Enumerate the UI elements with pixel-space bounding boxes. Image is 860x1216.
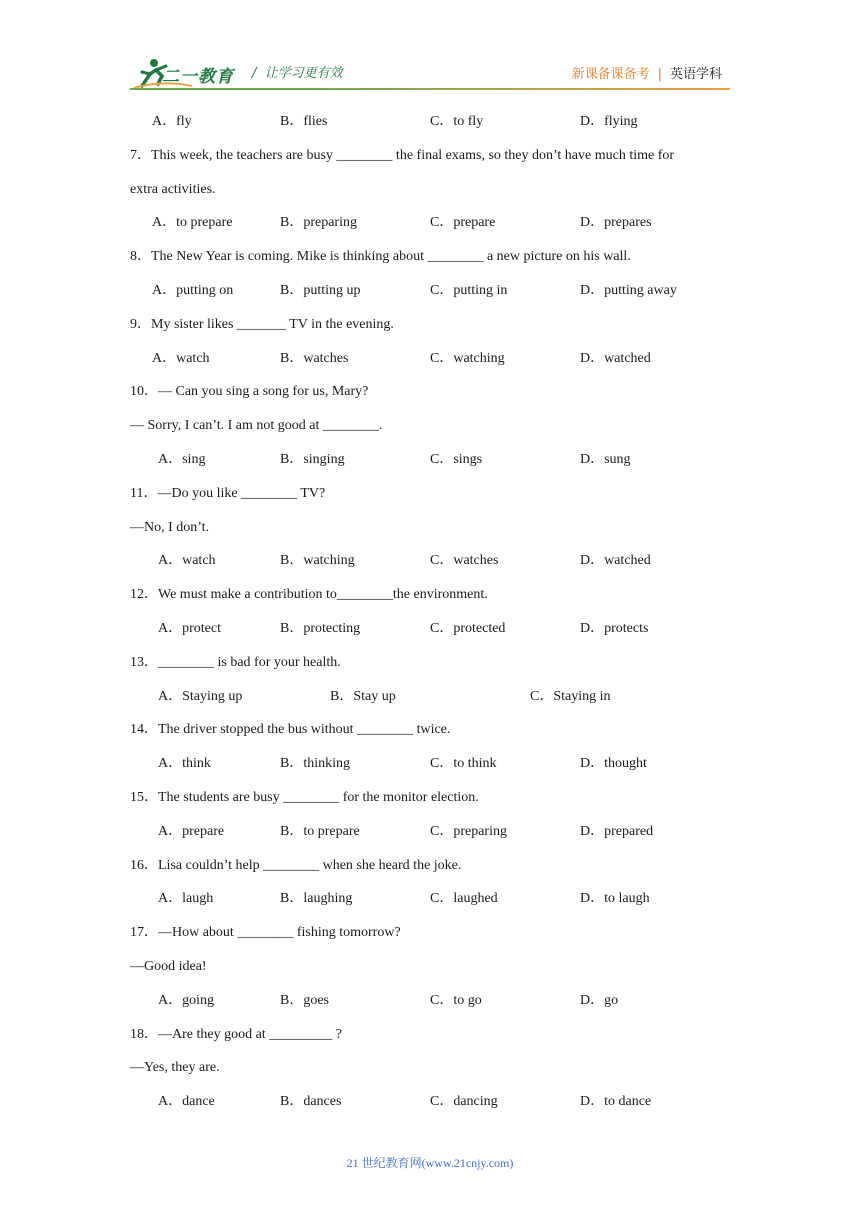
option-a: A．watch	[158, 553, 216, 569]
answer-options	[130, 987, 730, 1021]
option-c: C．to go	[430, 992, 482, 1008]
question-text: 15．The students are busy ________ for the monitor election.	[130, 789, 479, 805]
option-b: B．goes	[280, 992, 329, 1008]
slogan: / 让学习更有效	[252, 66, 343, 81]
option-b: B．singing	[280, 451, 345, 467]
option-a: A．Staying up	[158, 688, 243, 704]
page-header	[0, 0, 860, 100]
footer-credit: 21 世纪教育网(www.21cnjy.com)	[346, 1156, 514, 1170]
option-c: C．preparing	[430, 823, 507, 839]
option-d: D．putting away	[580, 282, 677, 298]
option-d: D．to dance	[580, 1094, 652, 1110]
question-text: extra activities.	[130, 181, 216, 197]
option-c: C．dancing	[430, 1094, 498, 1110]
question-text: 13．________ is bad for your health.	[130, 654, 341, 670]
option-d: D．go	[580, 992, 619, 1008]
question-text: 8．The New Year is coming. Mike is thinking about ________ a new picture on his wall.	[130, 249, 631, 265]
answer-options	[130, 345, 730, 379]
question-text: 12．We must make a contribution to________the environment.	[130, 587, 488, 603]
answer-options	[130, 108, 730, 142]
option-d: D．sung	[580, 451, 631, 467]
option-d: D．watched	[580, 553, 651, 569]
option-a: A．fly	[152, 114, 192, 129]
option-d: D．flying	[580, 114, 638, 129]
option-d: D．prepares	[580, 215, 652, 231]
question-text: —Yes, they are.	[130, 1060, 220, 1076]
option-a: A．think	[158, 756, 211, 772]
question-text: 17．—How about ________ fishing tomorrow?	[130, 925, 401, 941]
course-title: 新课备课备考	[571, 67, 650, 82]
option-d: D．protects	[580, 620, 649, 636]
question-text: —Good idea!	[130, 958, 207, 974]
option-d: D．to laugh	[580, 891, 650, 907]
option-b: B．thinking	[280, 756, 351, 772]
option-c: C．to think	[430, 756, 497, 772]
option-c: C．to fly	[430, 114, 484, 129]
option-b: B．putting up	[280, 282, 361, 298]
option-d: D．watched	[580, 350, 651, 366]
option-b: B．laughing	[280, 891, 353, 907]
option-b: B．Stay up	[330, 688, 396, 704]
option-c: C．prepare	[430, 215, 496, 231]
option-c: C．sings	[430, 451, 483, 467]
question-text: —No, I don’t.	[130, 519, 210, 535]
answer-options	[130, 818, 730, 852]
answer-options	[130, 885, 730, 919]
option-b: B．preparing	[280, 215, 357, 231]
option-c: C．protected	[430, 620, 506, 636]
question-text: 10．— Can you sing a song for us, Mary?	[130, 384, 369, 400]
question-text: — Sorry, I can’t. I am not good at ________.	[130, 418, 383, 434]
option-a: A．to prepare	[152, 215, 233, 231]
question-text: 7．This week, the teachers are busy ________ the final exams, so they don’t have much time for	[130, 147, 675, 163]
option-d: D．prepared	[580, 823, 654, 839]
option-b: B．protecting	[280, 620, 361, 636]
option-d: D．thought	[580, 756, 647, 772]
header-divider: |	[657, 67, 662, 82]
option-a: A．putting on	[152, 282, 234, 298]
answer-options	[130, 750, 730, 784]
answer-options	[130, 683, 730, 717]
option-c: C．watching	[430, 350, 505, 366]
option-c: C．laughed	[430, 891, 498, 907]
option-c: C．putting in	[430, 282, 508, 298]
answer-options	[130, 277, 730, 311]
option-a: A．going	[158, 992, 214, 1008]
question-text: 16．Lisa couldn’t help ________ when she heard the joke.	[130, 857, 462, 873]
question-text: 14．The driver stopped the bus without ________ twice.	[130, 722, 451, 738]
answer-options	[130, 1088, 730, 1122]
option-b: B．flies	[280, 114, 328, 129]
header-subject	[572, 63, 722, 82]
option-b: B．dances	[280, 1094, 342, 1110]
option-a: A．prepare	[158, 823, 225, 839]
answer-options	[130, 209, 730, 243]
header-rule	[130, 88, 730, 90]
option-a: A．watch	[152, 350, 210, 366]
question-text: 11．—Do you like ________ TV?	[130, 485, 326, 501]
question-text: 18．—Are they good at _________ ?	[130, 1026, 342, 1042]
option-a: A．laugh	[158, 891, 214, 907]
option-c: C．watches	[430, 553, 499, 569]
option-a: A．protect	[158, 620, 221, 636]
option-a: A．sing	[158, 451, 206, 467]
answer-options	[130, 446, 730, 480]
option-a: A．dance	[158, 1094, 215, 1110]
brand-name: 二一教育	[162, 67, 234, 87]
option-b: B．watching	[280, 553, 355, 569]
subject-label: 英语学科	[669, 67, 722, 82]
answer-options	[130, 615, 730, 649]
answer-options	[130, 547, 730, 581]
option-b: B．watches	[280, 350, 349, 366]
option-c: C．Staying in	[530, 688, 611, 704]
question-list	[130, 108, 730, 1122]
option-b: B．to prepare	[280, 823, 360, 839]
question-text: 9．My sister likes _______ TV in the evening.	[130, 316, 394, 332]
